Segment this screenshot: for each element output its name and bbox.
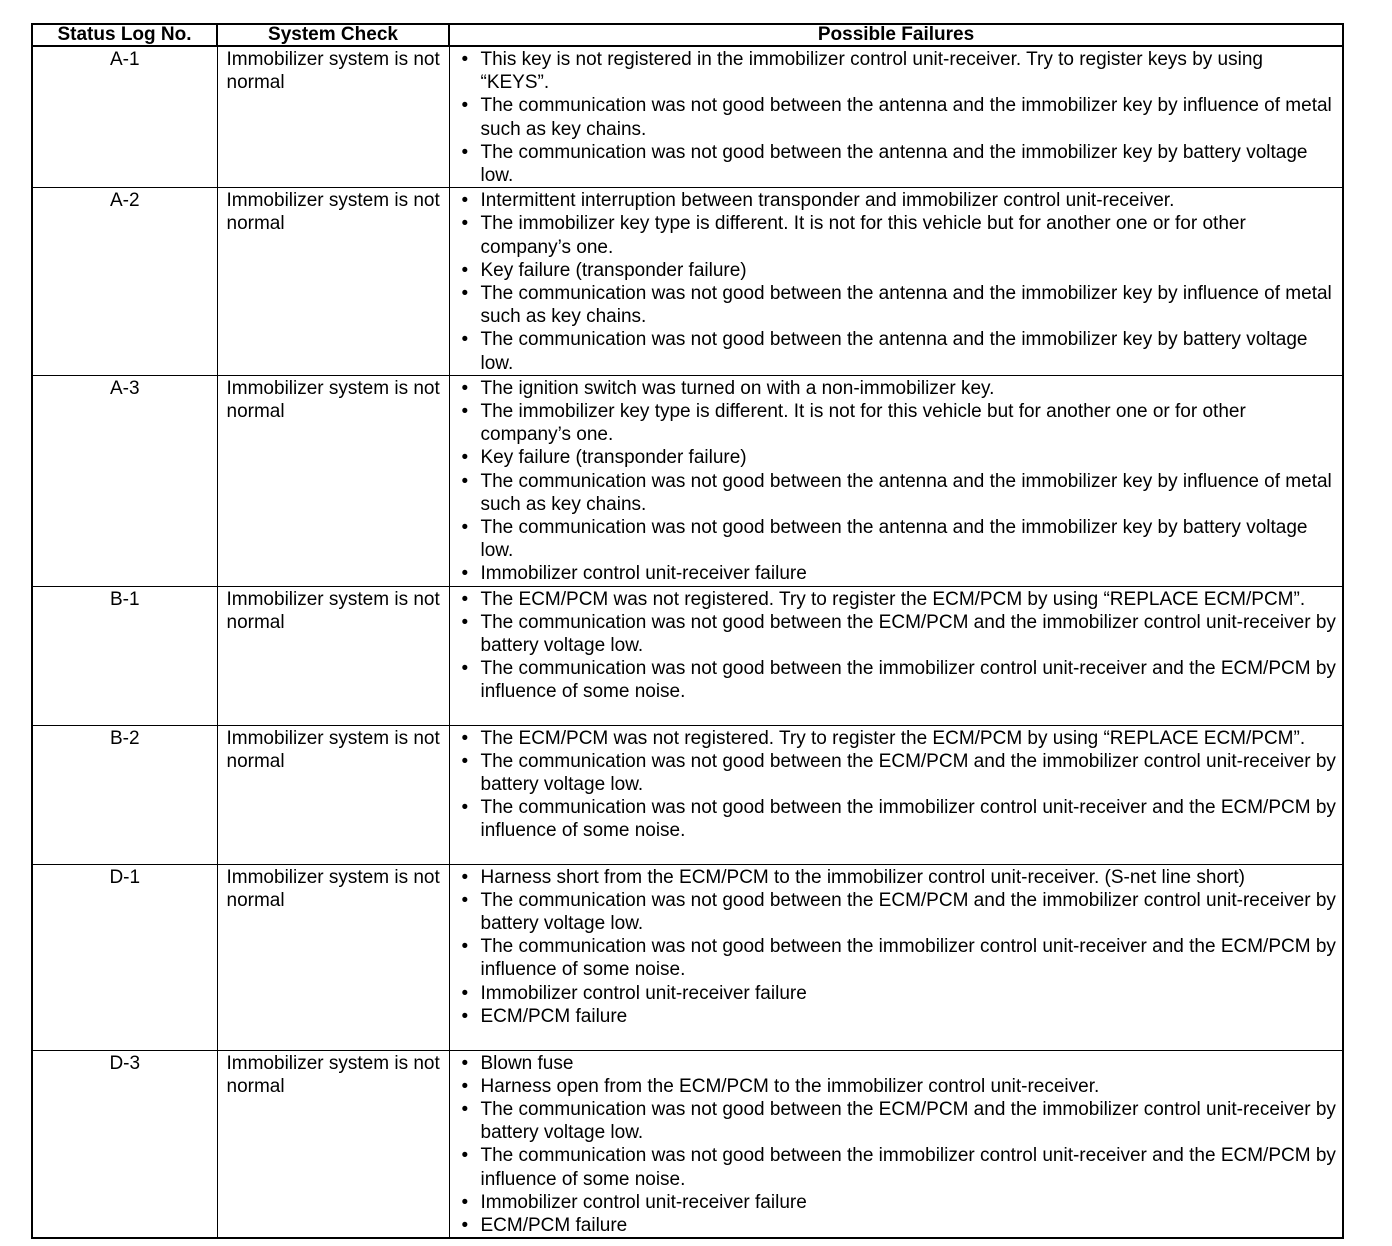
failure-item: • The communication was not good between the antenna and the immobilizer key by influence of metal such as key chains.: [462, 94, 1337, 140]
failure-item: • Key failure (transponder failure): [462, 446, 1337, 469]
system-check-cell: Immobilizer system is not normal: [217, 586, 449, 725]
status-log-cell: B-2: [32, 725, 217, 864]
system-check-cell: Immobilizer system is not normal: [217, 375, 449, 586]
status-log-cell: D-3: [32, 1050, 217, 1238]
header-system-check: System Check: [217, 24, 449, 46]
failure-item: • The communication was not good between the antenna and the immobilizer key by influence of metal such as key chains.: [462, 470, 1337, 516]
table-header: [32, 24, 1343, 46]
system-check-cell: Immobilizer system is not normal: [217, 864, 449, 1050]
failure-item: • The communication was not good between the immobilizer control unit-receiver and the ECM/PCM by influence of some noise.: [462, 657, 1337, 703]
failure-item: • ECM/PCM failure: [462, 1214, 1337, 1237]
failure-item: • Immobilizer control unit-receiver failure: [462, 562, 1337, 585]
possible-failures-cell: [449, 1050, 1343, 1238]
failure-list: [462, 727, 1337, 843]
table-row: [32, 586, 1343, 725]
failure-list: [462, 48, 1337, 187]
status-log-table: [31, 23, 1344, 1239]
table-row: [32, 864, 1343, 1050]
failure-item: • The immobilizer key type is different. It is not for this vehicle but for another one or for other company’s one.: [462, 212, 1337, 258]
failure-item: • The communication was not good between the antenna and the immobilizer key by battery voltage low.: [462, 328, 1337, 374]
possible-failures-cell: [449, 725, 1343, 864]
failure-item: • The communication was not good between the immobilizer control unit-receiver and the ECM/PCM by influence of some noise.: [462, 796, 1337, 842]
failure-item: • Harness short from the ECM/PCM to the immobilizer control unit-receiver. (S-net line short): [462, 866, 1337, 889]
failure-item: • Harness open from the ECM/PCM to the immobilizer control unit-receiver.: [462, 1075, 1337, 1098]
failure-item: • The communication was not good between the ECM/PCM and the immobilizer control unit-receiver by battery voltage low.: [462, 1098, 1337, 1144]
failure-item: • The communication was not good between the ECM/PCM and the immobilizer control unit-receiver by battery voltage low.: [462, 750, 1337, 796]
header-status-log: Status Log No.: [32, 24, 217, 46]
table-row: [32, 1050, 1343, 1238]
failure-item: • The ECM/PCM was not registered. Try to register the ECM/PCM by using “REPLACE ECM/PCM”.: [462, 588, 1337, 611]
table-body: [32, 46, 1343, 1238]
system-check-cell: Immobilizer system is not normal: [217, 188, 449, 376]
failure-item: • Immobilizer control unit-receiver failure: [462, 1191, 1337, 1214]
table-row: [32, 46, 1343, 188]
possible-failures-cell: [449, 864, 1343, 1050]
system-check-cell: Immobilizer system is not normal: [217, 725, 449, 864]
status-log-cell: D-1: [32, 864, 217, 1050]
failure-item: • The communication was not good between the immobilizer control unit-receiver and the ECM/PCM by influence of some noise.: [462, 1144, 1337, 1190]
failure-item: • This key is not registered in the immobilizer control unit-receiver. Try to register keys by using “KEYS”.: [462, 48, 1337, 94]
failure-item: • The ECM/PCM was not registered. Try to register the ECM/PCM by using “REPLACE ECM/PCM”.: [462, 727, 1337, 750]
failure-list: [462, 1052, 1337, 1238]
failure-item: • The ignition switch was turned on with a non-immobilizer key.: [462, 377, 1337, 400]
failure-item: • Intermittent interruption between transponder and immobilizer control unit-receiver.: [462, 189, 1337, 212]
status-log-cell: A-2: [32, 188, 217, 376]
failure-list: [462, 866, 1337, 1028]
failure-item: • ECM/PCM failure: [462, 1005, 1337, 1028]
failure-item: • Immobilizer control unit-receiver failure: [462, 982, 1337, 1005]
system-check-cell: Immobilizer system is not normal: [217, 46, 449, 188]
header-possible-failures: Possible Failures: [449, 24, 1343, 46]
failure-item: • The communication was not good between the ECM/PCM and the immobilizer control unit-receiver by battery voltage low.: [462, 889, 1337, 935]
possible-failures-cell: [449, 586, 1343, 725]
possible-failures-cell: [449, 46, 1343, 188]
status-log-cell: A-1: [32, 46, 217, 188]
possible-failures-cell: [449, 375, 1343, 586]
failure-item: • The communication was not good between the immobilizer control unit-receiver and the ECM/PCM by influence of some noise.: [462, 935, 1337, 981]
failure-list: [462, 588, 1337, 704]
failure-item: • Key failure (transponder failure): [462, 259, 1337, 282]
status-log-cell: A-3: [32, 375, 217, 586]
possible-failures-cell: [449, 188, 1343, 376]
table-row: [32, 375, 1343, 586]
failure-list: [462, 377, 1337, 586]
header-row: [32, 24, 1343, 46]
table-row: [32, 188, 1343, 376]
failure-item: • The communication was not good between the antenna and the immobilizer key by battery voltage low.: [462, 141, 1337, 187]
failure-item: • Blown fuse: [462, 1052, 1337, 1075]
failure-item: • The communication was not good between the antenna and the immobilizer key by influence of metal such as key chains.: [462, 282, 1337, 328]
status-log-cell: B-1: [32, 586, 217, 725]
failure-item: • The immobilizer key type is different. It is not for this vehicle but for another one or for other company’s one.: [462, 400, 1337, 446]
failure-item: • The communication was not good between the antenna and the immobilizer key by battery voltage low.: [462, 516, 1337, 562]
system-check-cell: Immobilizer system is not normal: [217, 1050, 449, 1238]
failure-item: • The communication was not good between the ECM/PCM and the immobilizer control unit-receiver by battery voltage low.: [462, 611, 1337, 657]
table-row: [32, 725, 1343, 864]
failure-list: [462, 189, 1337, 375]
